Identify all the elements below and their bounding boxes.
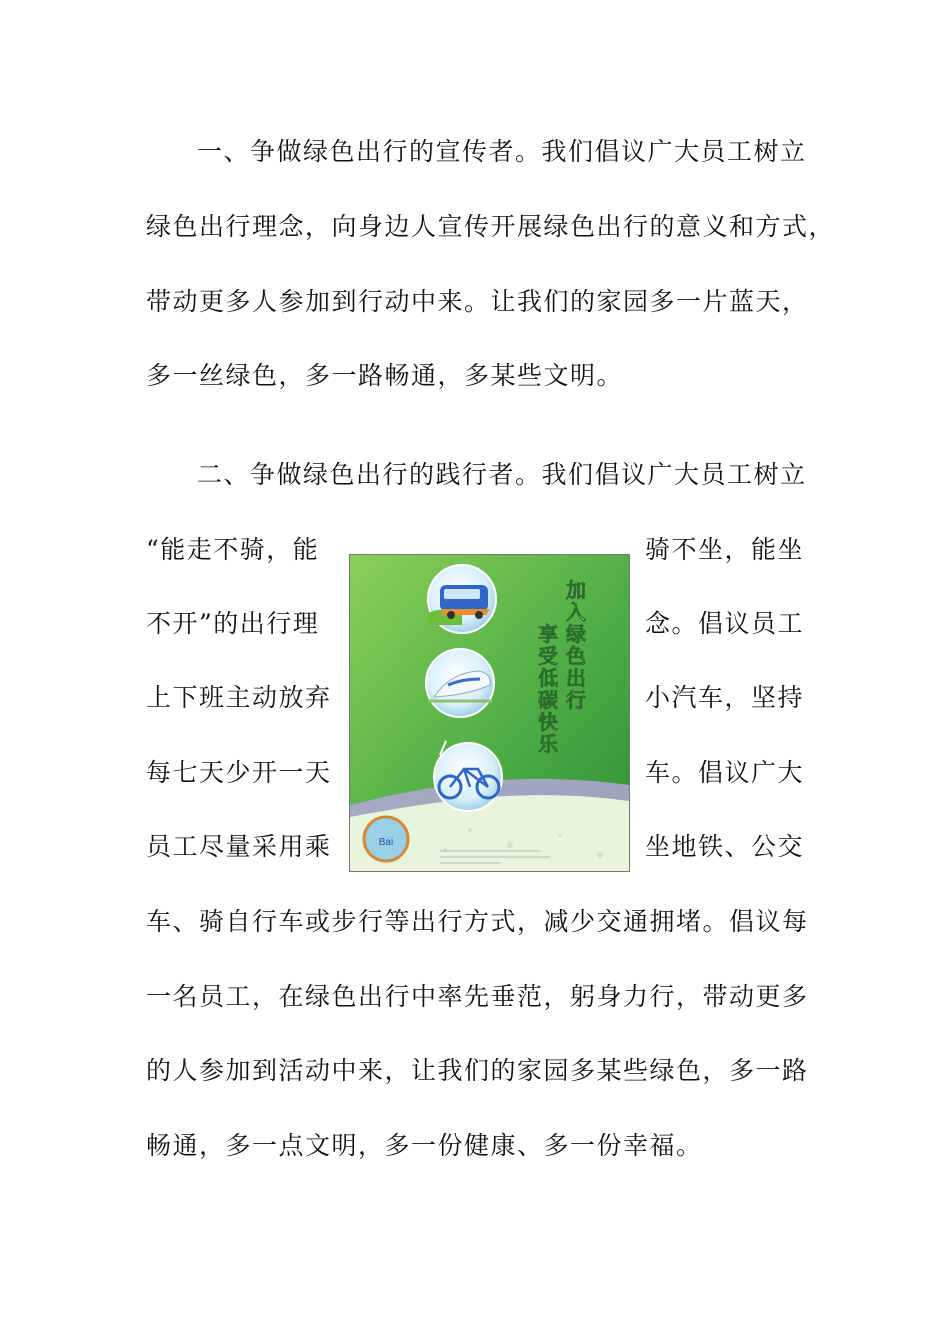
p2-tail-1: 车、骑自行车或步行等出行方式，减少交通拥堵。倡议每 bbox=[146, 907, 809, 936]
p2-right-3: 小汽车，坚持 bbox=[645, 683, 805, 712]
poster-slogan-2-6: 乐 bbox=[538, 732, 558, 756]
p2-right-4: 车。倡议广大 bbox=[645, 758, 805, 787]
p1-line-4: 多一丝绿色，多一路畅通，多某些文明。 bbox=[146, 361, 624, 390]
poster-slogan-2-2: 受 bbox=[538, 644, 558, 668]
poster-slogan-2-5: 快 bbox=[538, 710, 558, 734]
p1-line-1: 一、争做绿色出行的宣传者。我们倡议广大员工树立 bbox=[197, 137, 807, 166]
p2-left-3: 上下班主动放弃 bbox=[146, 683, 332, 712]
p2-left-5: 员工尽量采用乘 bbox=[146, 832, 332, 861]
p1-line-2: 绿色出行理念，向身边人宣传开展绿色出行的意义和方式， bbox=[146, 212, 836, 241]
poster-slogan-2-4: 碳 bbox=[538, 688, 558, 712]
p2-right-1: 骑不坐，能坐 bbox=[645, 535, 805, 564]
poster-slogan-1-2: 入 bbox=[566, 600, 586, 624]
bicycle-icon bbox=[434, 741, 502, 811]
p2-tail-3: 的人参加到活动中来，让我们的家园多某些绿色，多一路 bbox=[146, 1056, 809, 1085]
green-travel-poster bbox=[349, 554, 630, 872]
poster-slogan-1-6: 行 bbox=[566, 688, 586, 712]
poster-slogan-1-5: 出 bbox=[566, 666, 586, 690]
p2-tail-4: 畅通，多一点文明，多一份健康、多一份幸福。 bbox=[146, 1131, 703, 1160]
poster-slogan-2-1: 享 bbox=[538, 622, 558, 646]
p2-left-1: “能走不骑，能 bbox=[146, 535, 320, 564]
baidu-logo bbox=[364, 817, 408, 861]
poster-slogan-1-4: 色 bbox=[566, 644, 586, 668]
bus-icon bbox=[428, 565, 496, 633]
train-icon bbox=[426, 649, 494, 717]
poster-slogan-1-3: 绿 bbox=[566, 622, 586, 646]
poster-slogan-2-3: 低 bbox=[538, 666, 558, 690]
poster-slogan-1-1: 加 bbox=[566, 578, 586, 602]
p2-tail-2: 一名员工，在绿色出行中率先垂范，躬身力行，带动更多 bbox=[146, 982, 809, 1011]
p2-line-1: 二、争做绿色出行的践行者。我们倡议广大员工树立 bbox=[197, 460, 807, 489]
p2-right-5: 坐地铁、公交 bbox=[645, 832, 805, 861]
p2-left-2: 不开”的出行理 bbox=[146, 609, 320, 638]
p1-line-3: 带动更多人参加到行动中来。让我们的家园多一片蓝天， bbox=[146, 287, 809, 316]
p2-left-4: 每七天少开一天 bbox=[146, 758, 332, 787]
logo-text: Bai bbox=[378, 837, 394, 848]
p2-right-2: 念。倡议员工 bbox=[645, 609, 805, 638]
